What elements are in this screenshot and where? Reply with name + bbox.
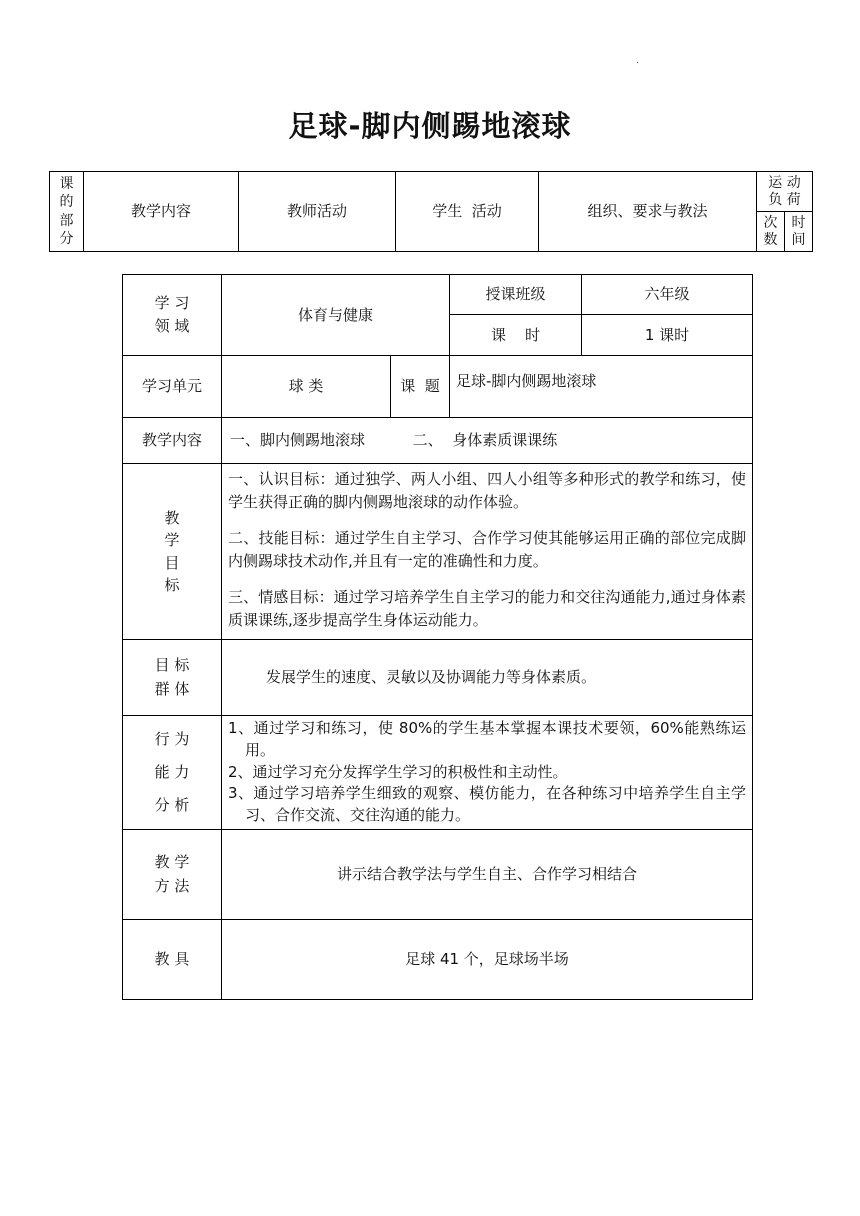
tools-label: 教 具 — [123, 920, 222, 1000]
area-label: 学 习 领 域 — [123, 275, 222, 356]
ability-label: 行 为 能 力 分 析 — [123, 716, 222, 830]
content-label: 教学内容 — [123, 418, 222, 464]
goals-label: 教 学 目 标 — [123, 464, 222, 640]
group-value: 发展学生的速度、灵敏以及协调能力等身体素质。 — [222, 640, 753, 716]
ability-item: 2、通过学习充分发挥学生学习的积极性和主动性。 — [228, 762, 568, 781]
header-times: 次数 — [757, 212, 785, 252]
header-organization: 组织、要求与教法 — [539, 172, 757, 252]
goal-skill: 二、技能目标：通过学生自主学习、合作学习使其能够运用正确的部位完成脚内侧踢球技术动作,并且有一定的准确性和力度。 — [228, 529, 747, 570]
hours-label: 课 时 — [450, 315, 582, 356]
topic-label: 课 题 — [391, 356, 450, 418]
header-student: 学生 活动 — [396, 172, 539, 252]
corner-mark: · — [636, 58, 640, 69]
class-label: 授课班级 — [450, 275, 582, 315]
hours-value: 1 课时 — [582, 315, 753, 356]
group-label: 目 标 群 体 — [123, 640, 222, 716]
goals-cell — [222, 464, 753, 640]
method-value: 讲示结合教学法与学生自主、合作学习相结合 — [222, 830, 753, 920]
goal-emotion: 三、情感目标：通过学习培养学生自主学习的能力和交往沟通能力,通过身体素质课课练,逐步提高学生身体运动能力。 — [228, 588, 747, 629]
content-value: 一、脚内侧踢地滚球 二、 身体素质课课练 — [222, 418, 753, 464]
unit-label: 学习单元 — [123, 356, 222, 418]
goal-cognitive: 一、认识目标：通过独学、两人小组、四人小组等多种形式的教学和练习，使学生获得正确的脚内侧踢地滚球的动作体验。 — [228, 470, 747, 511]
header-load: 运 动 负 荷 — [757, 172, 813, 212]
ability-item: 3、通过学习培养学生细致的观察、模仿能力，在各种练习中培养学生自主学习、合作交流、交往沟通的能力。 — [228, 784, 747, 824]
tools-value: 足球 41 个，足球场半场 — [222, 920, 753, 1000]
area-value: 体育与健康 — [222, 275, 450, 356]
header-content: 教学内容 — [84, 172, 239, 252]
ability-item: 1、通过学习和练习，使 80%的学生基本掌握本课技术要领，60%能熟练运用。 — [228, 719, 747, 759]
class-value: 六年级 — [582, 275, 753, 315]
header-duration: 时间 — [785, 212, 813, 252]
header-table — [49, 171, 813, 252]
method-label: 教 学 方 法 — [123, 830, 222, 920]
unit-value: 球 类 — [222, 356, 391, 418]
ability-cell — [222, 716, 753, 830]
section-label: 课 的 部 分 — [50, 172, 84, 252]
page-title: 足球-脚内侧踢地滚球 — [288, 109, 572, 143]
topic-value: 足球-脚内侧踢地滚球 — [450, 356, 753, 418]
lesson-plan-table — [122, 274, 753, 1000]
header-teacher: 教师活动 — [239, 172, 396, 252]
